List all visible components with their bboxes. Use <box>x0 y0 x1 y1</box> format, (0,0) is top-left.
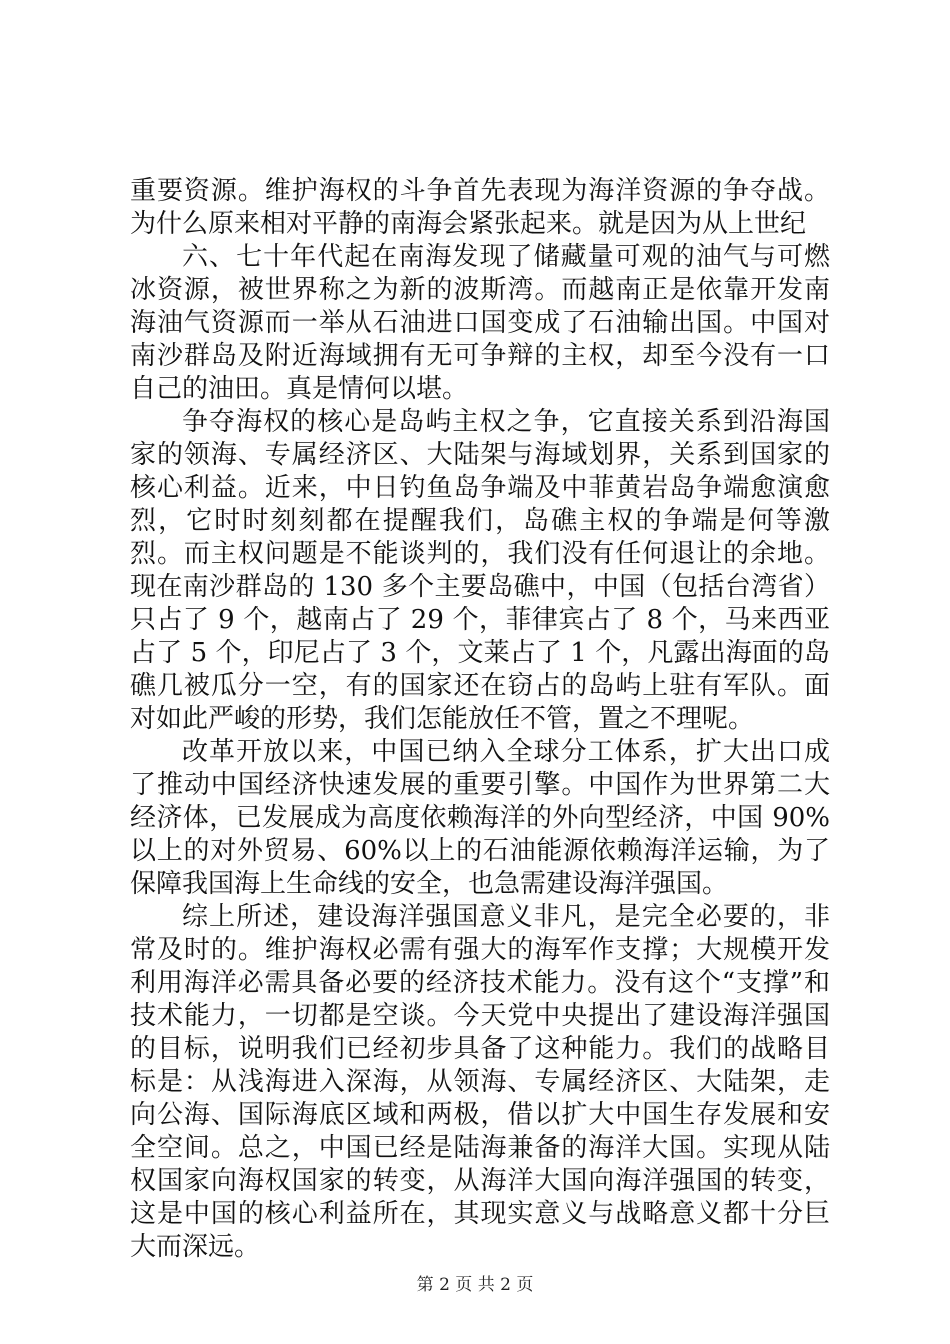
document-body <box>130 175 830 1264</box>
paragraph-conclusion: 综上所述，建设海洋强国意义非凡，是完全必要的，非常及时的。维护海权必需有强大的海军作支撑；大规模开发利用海洋必需具备必要的经济技术能力。没有这个“支撑”和技术能力，一切都是空谈。今天党中央提出了建设海洋强国的目标，说明我们已经初步具备了这种能力。我们的战略目标是：从浅海进入深海，从领海、专属经济区、大陆架，走向公海、国际海底区域和两极，借以扩大中国生存发展和安全空间。总之，中国已经是陆海兼备的海洋大国。实现从陆权国家向海权国家的转变，从海洋大国向海洋强国的转变，这是中国的核心利益所在，其现实意义与战略意义都十分巨大而深远。 <box>130 902 830 1262</box>
paragraph-reform-trade: 改革开放以来，中国已纳入全球分工体系，扩大出口成了推动中国经济快速发展的重要引擎。中国作为世界第二大经济体，已发展成为高度依赖海洋的外向型经济，中国 90%以上的对外贸易、60%以上的石油能源依赖海洋运输，为了保障我国海上生命线的安全，也急需建设海洋强国。 <box>130 737 830 899</box>
paragraph-island-sovereignty: 争夺海权的核心是岛屿主权之争，它直接关系到沿海国家的领海、专属经济区、大陆架与海域划界，关系到国家的核心利益。近来，中日钓鱼岛争端及中菲黄岩岛争端愈演愈烈，它时时刻刻都在提醒我们，岛礁主权的争端是何等激烈。而主权问题是不能谈判的，我们没有任何退让的余地。现在南沙群岛的 130 多个主要岛礁中，中国（包括台湾省）只占了 9 个，越南占了 29 个，菲律宾占了 8 个，马来西亚占了 5 个，印尼占了 3 个，文莱占了 1 个，凡露出海面的岛礁几被瓜分一空，有的国家还在窃占的岛屿上驻有军队。面对如此严峻的形势，我们怎能放任不管，置之不理呢。 <box>130 407 830 734</box>
paragraph-continuation: 重要资源。维护海权的斗争首先表现为海洋资源的争夺战。为什么原来相对平静的南海会紧张起来。就是因为从上世纪 <box>130 176 830 239</box>
page-number-footer: 第 2 页 共 2 页 <box>416 1275 534 1295</box>
paragraph-oil-resources: 六、七十年代起在南海发现了储藏量可观的油气与可燃冰资源，被世界称之为新的波斯湾。而越南正是依靠开发南海油气资源而一举从石油进口国变成了石油输出国。中国对南沙群岛及附近海域拥有无可争辩的主权，却至今没有一口自己的油田。真是情何以堪。 <box>130 242 830 404</box>
